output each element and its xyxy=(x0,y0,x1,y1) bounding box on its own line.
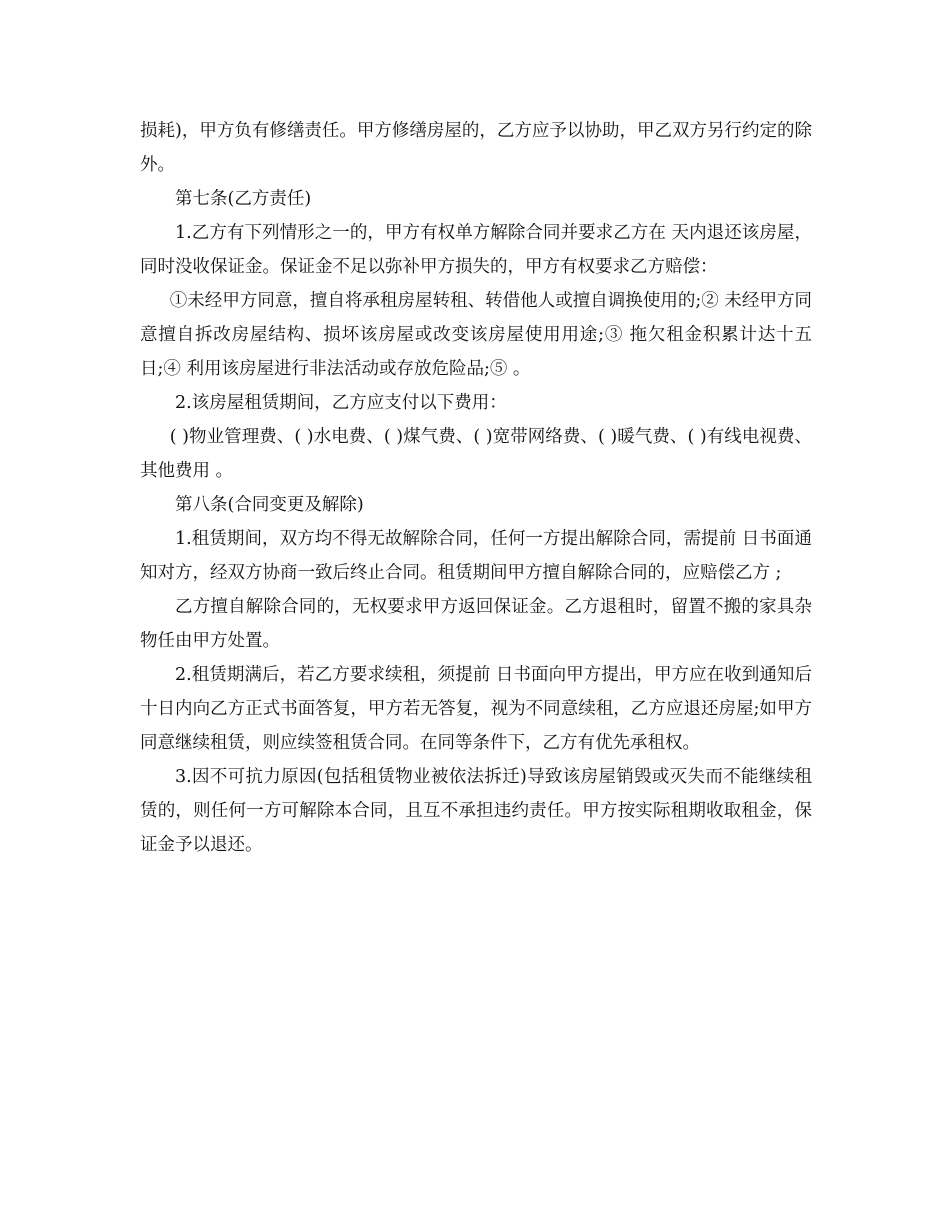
article-7-clause-2: 2.该房屋租赁期间，乙方应支付以下费用： xyxy=(175,393,507,413)
article-8-clause-1-continued: 乙方擅自解除合同的，无权要求甲方返回保证金。乙方退租时，留置不搬的家具杂物任由甲方处置。 xyxy=(140,597,812,651)
document-body xyxy=(140,114,812,862)
article-8-clause-3: 3.因不可抗力原因(包括租赁物业被依法拆迁)导致该房屋销毁或灭失而不能继续租赁的，则任何一方可解除本合同，且互不承担违约责任。甲方按实际租期收取租金，保证金予以退还。 xyxy=(140,767,812,855)
paragraph-continuation: 损耗)，甲方负有修缮责任。甲方修缮房屋的，乙方应予以协助，甲乙双方另行约定的除外。 xyxy=(140,121,812,175)
article-7-clause-1-items: ①未经甲方同意，擅自将承租房屋转租、转借他人或擅自调换使用的;② 未经甲方同意擅自拆改房屋结构、损坏该房屋或改变该房屋使用用途;③ 拖欠租金积累计达十五日;④ 利用该房屋进行非法活动或存放危险品;⑤ 。 xyxy=(140,291,812,379)
article-8-clause-2: 2.租赁期满后，若乙方要求续租，须提前 日书面向甲方提出，甲方应在收到通知后十日内向乙方正式书面答复，甲方若无答复，视为不同意续租，乙方应退还房屋;如甲方同意继续租赁，则应续签租赁合同。在同等条件下，乙方有优先承租权。 xyxy=(140,665,812,753)
article-7-clause-2-fees: ( )物业管理费、( )水电费、( )煤气费、( )宽带网络费、( )暖气费、( )有线电视费、其他费用 。 xyxy=(140,427,812,481)
article-8-heading: 第八条(合同变更及解除) xyxy=(175,495,364,515)
article-7-heading: 第七条(乙方责任) xyxy=(175,189,312,209)
article-8-clause-1: 1.租赁期间，双方均不得无故解除合同，任何一方提出解除合同，需提前 日书面通知对方，经双方协商一致后终止合同。租赁期间甲方擅自解除合同的，应赔偿乙方 ; xyxy=(140,529,812,583)
article-7-clause-1: 1.乙方有下列情形之一的，甲方有权单方解除合同并要求乙方在 天内退还该房屋，同时没收保证金。保证金不足以弥补甲方损失的，甲方有权要求乙方赔偿： xyxy=(140,223,812,277)
